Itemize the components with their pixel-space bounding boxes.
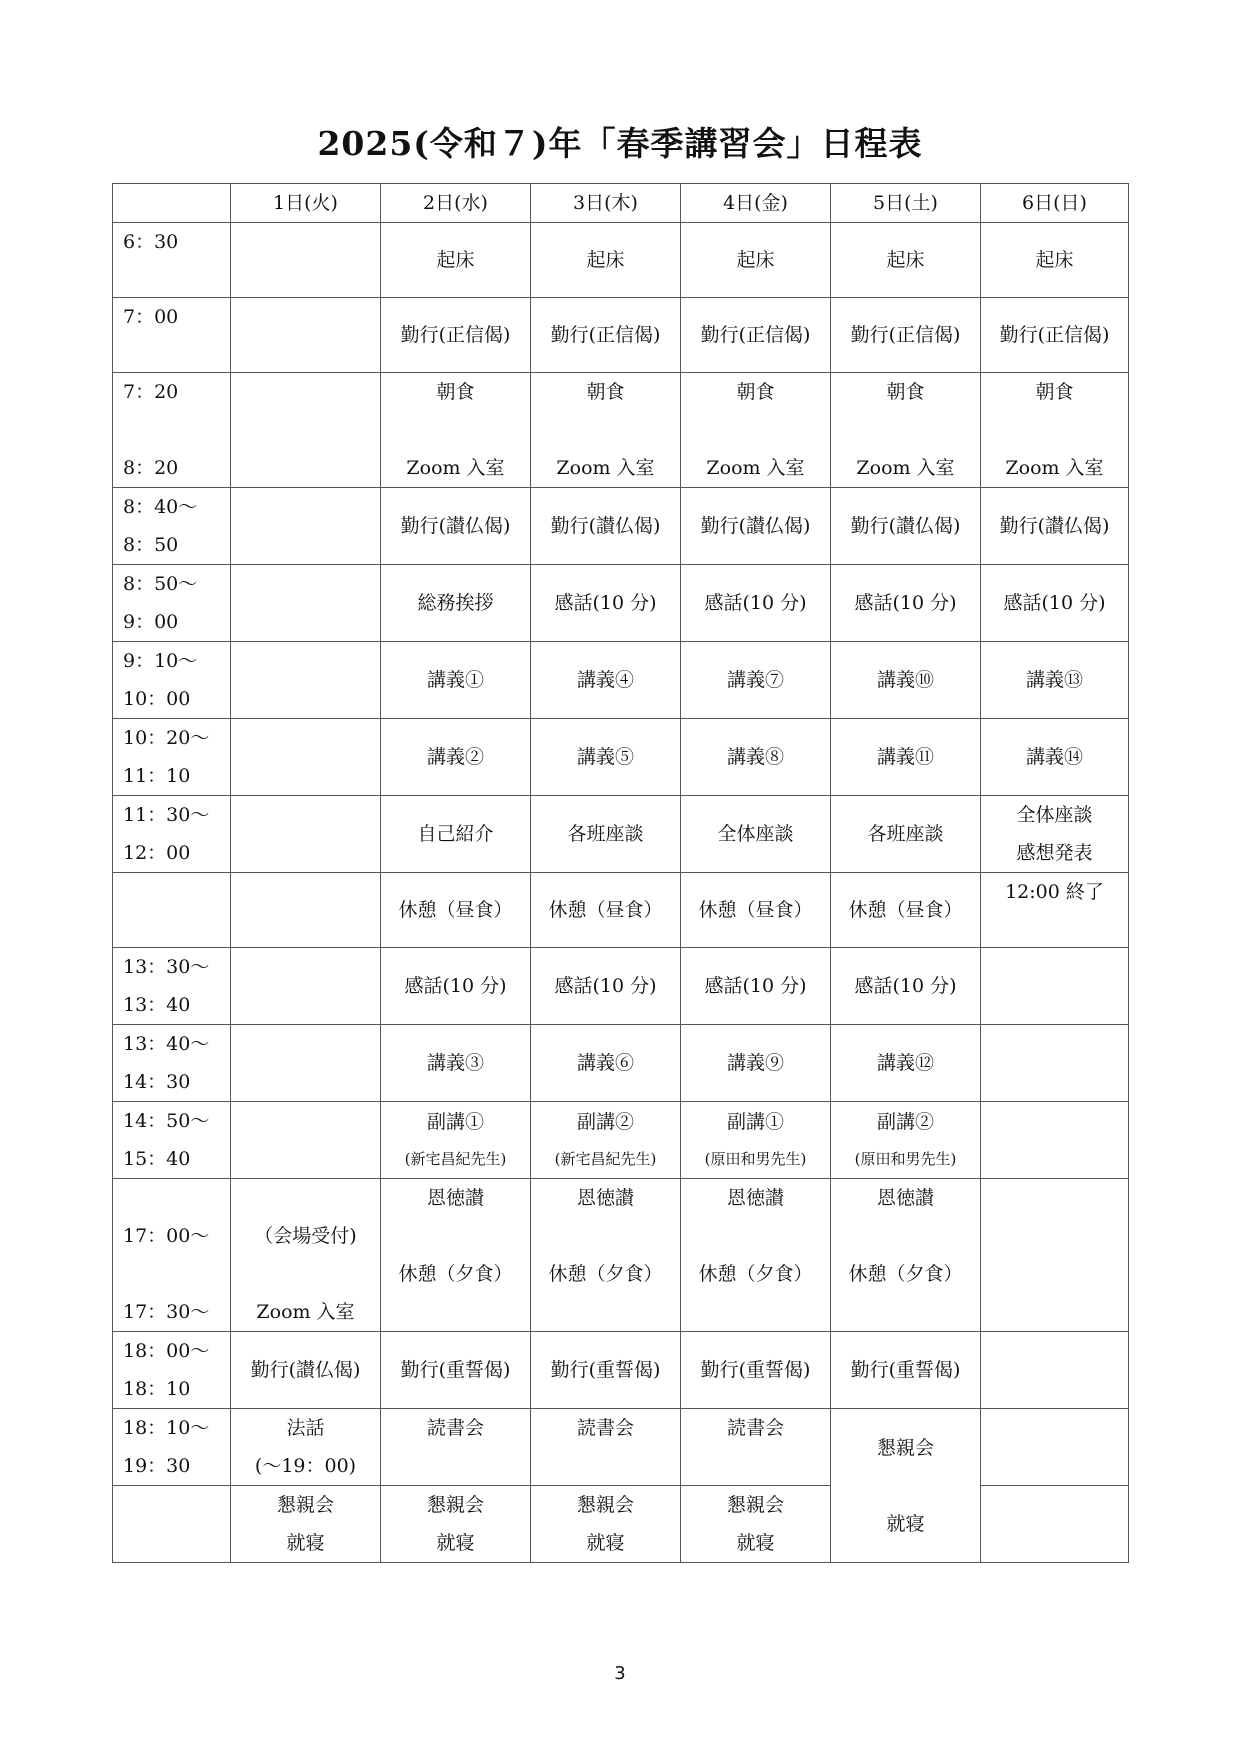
schedule-cell xyxy=(231,223,381,298)
schedule-cell: 休憩（昼食） xyxy=(381,873,531,948)
schedule-cell xyxy=(981,1179,1129,1332)
time-start: 17：00～ xyxy=(123,1225,210,1247)
schedule-cell xyxy=(531,1102,681,1179)
cell-line: 副講② xyxy=(876,1111,934,1133)
schedule-cell xyxy=(381,1179,531,1332)
cell-line: 就寝 xyxy=(286,1532,325,1554)
schedule-cell: 勤行(正信偈) xyxy=(381,298,531,373)
time-start: 8：50～ xyxy=(123,573,198,595)
table-row xyxy=(113,223,1129,298)
time-start: 14：50～ xyxy=(123,1110,210,1132)
page-number: 3 xyxy=(614,1663,626,1684)
schedule-cell xyxy=(231,1102,381,1179)
schedule-cell: 講義⑨ xyxy=(681,1025,831,1102)
cell-line: 朝食 xyxy=(436,381,475,403)
table-row xyxy=(113,488,1129,565)
table-row xyxy=(113,1179,1129,1332)
schedule-cell xyxy=(981,1332,1129,1409)
schedule-cell xyxy=(981,373,1129,488)
lecturer-name: (原田和男先生) xyxy=(854,1150,957,1168)
cell-line: 休憩（夕食） xyxy=(848,1263,963,1285)
cell-line: Zoom 入室 xyxy=(256,1301,355,1323)
cell-line: 休憩（夕食） xyxy=(548,1263,663,1285)
cell-line: 懇親会 xyxy=(576,1494,634,1516)
schedule-cell: 勤行(重誓偈) xyxy=(531,1332,681,1409)
time-end: 8：20 xyxy=(123,457,179,479)
cell-line: 就寝 xyxy=(586,1532,625,1554)
cell-line: 就寝 xyxy=(436,1532,475,1554)
cell-line: 恩徳讃 xyxy=(876,1187,934,1209)
cell-line: Zoom 入室 xyxy=(556,457,655,479)
schedule-cell: 勤行(讃仏偈) xyxy=(681,488,831,565)
table-row xyxy=(113,1332,1129,1409)
header-day-5: 5日(土) xyxy=(831,184,981,223)
cell-line: 就寝 xyxy=(886,1512,925,1535)
time-cell xyxy=(113,1409,231,1486)
time-end: 9：00 xyxy=(123,611,179,633)
schedule-cell: 12:00 終了 xyxy=(981,873,1129,948)
schedule-cell: 勤行(讃仏偈) xyxy=(531,488,681,565)
schedule-cell xyxy=(831,1179,981,1332)
cell-line: 就寝 xyxy=(736,1532,775,1554)
cell-line: 朝食 xyxy=(886,381,925,403)
schedule-cell xyxy=(981,1102,1129,1179)
schedule-cell xyxy=(681,1102,831,1179)
schedule-cell: 講義⑫ xyxy=(831,1025,981,1102)
schedule-cell xyxy=(681,373,831,488)
cell-line: 読書会 xyxy=(726,1417,784,1439)
schedule-cell xyxy=(981,796,1129,873)
cell-line: 懇親会 xyxy=(726,1494,784,1516)
lecturer-name: (原田和男先生) xyxy=(704,1150,807,1168)
schedule-cell xyxy=(231,873,381,948)
schedule-cell: 感話(10 分) xyxy=(531,565,681,642)
time-start: 13：30～ xyxy=(123,956,210,978)
time-start: 8：40～ xyxy=(123,496,198,518)
schedule-cell: 勤行(讃仏偈) xyxy=(831,488,981,565)
schedule-cell: 講義⑬ xyxy=(981,642,1129,719)
cell-line: （会場受付) xyxy=(254,1225,357,1247)
schedule-cell: 総務挨拶 xyxy=(381,565,531,642)
schedule-cell: 休憩（昼食） xyxy=(681,873,831,948)
schedule-cell: 勤行(正信偈) xyxy=(531,298,681,373)
schedule-cell xyxy=(231,1179,381,1332)
schedule-cell xyxy=(231,565,381,642)
cell-line: 朝食 xyxy=(586,381,625,403)
schedule-cell: 感話(10 分) xyxy=(681,565,831,642)
schedule-cell: 全体座談 xyxy=(681,796,831,873)
table-row xyxy=(113,373,1129,488)
schedule-cell xyxy=(231,796,381,873)
schedule-cell xyxy=(981,1025,1129,1102)
page-title: 2025(令和７)年「春季講習会」日程表 xyxy=(317,124,923,163)
cell-line: 懇親会 xyxy=(876,1436,934,1459)
schedule-cell: 講義② xyxy=(381,719,531,796)
time-cell xyxy=(113,948,231,1025)
schedule-cell: 勤行(正信偈) xyxy=(981,298,1129,373)
schedule-cell: 勤行(重誓偈) xyxy=(681,1332,831,1409)
schedule-cell xyxy=(381,1486,531,1563)
time-start: 18：10～ xyxy=(123,1417,210,1439)
time-cell xyxy=(113,1025,231,1102)
table-row xyxy=(113,1025,1129,1102)
schedule-cell xyxy=(381,1409,531,1486)
cell-line: 読書会 xyxy=(576,1417,634,1439)
schedule-cell: 勤行(讃仏偈) xyxy=(381,488,531,565)
time-end: 8：50 xyxy=(123,534,179,556)
time-end: 11：10 xyxy=(123,765,191,787)
table-row xyxy=(113,796,1129,873)
schedule-cell: 講義④ xyxy=(531,642,681,719)
cell-line: 恩徳讃 xyxy=(426,1187,484,1209)
schedule-cell: 感話(10 分) xyxy=(681,948,831,1025)
cell-line: 恩徳讃 xyxy=(726,1187,784,1209)
schedule-cell xyxy=(381,373,531,488)
schedule-cell xyxy=(231,488,381,565)
cell-line: 休憩（夕食） xyxy=(398,1263,513,1285)
schedule-cell: 勤行(正信偈) xyxy=(681,298,831,373)
schedule-cell xyxy=(981,1486,1129,1563)
schedule-cell xyxy=(831,1102,981,1179)
time-end: 13：40 xyxy=(123,994,191,1016)
schedule-cell: 講義⑥ xyxy=(531,1025,681,1102)
table-row xyxy=(113,298,1129,373)
cell-line: 副講① xyxy=(426,1111,484,1133)
schedule-cell xyxy=(381,1102,531,1179)
cell-line: 全体座談 xyxy=(1016,804,1093,826)
schedule-cell: 講義⑧ xyxy=(681,719,831,796)
time-cell xyxy=(113,1179,231,1332)
cell-line: 法話 xyxy=(286,1417,325,1439)
schedule-cell: 感話(10 分) xyxy=(381,948,531,1025)
schedule-cell xyxy=(231,1025,381,1102)
time-end: 17：30～ xyxy=(123,1301,210,1323)
header-day-2: 2日(水) xyxy=(381,184,531,223)
schedule-cell: 講義⑪ xyxy=(831,719,981,796)
cell-line: 副講① xyxy=(726,1111,784,1133)
schedule-cell: 休憩（昼食） xyxy=(831,873,981,948)
schedule-cell: 講義⑩ xyxy=(831,642,981,719)
schedule-cell: 講義⑤ xyxy=(531,719,681,796)
time-cell xyxy=(113,1486,231,1563)
schedule-cell: 起床 xyxy=(681,223,831,298)
schedule-cell: 勤行(讃仏偈) xyxy=(981,488,1129,565)
schedule-cell: 感話(10 分) xyxy=(531,948,681,1025)
schedule-cell xyxy=(681,1409,831,1486)
time-start: 13：40～ xyxy=(123,1033,210,1055)
schedule-cell: 休憩（昼食） xyxy=(531,873,681,948)
schedule-cell xyxy=(831,373,981,488)
time-start: 7：20 xyxy=(123,381,179,403)
schedule-cell xyxy=(231,719,381,796)
time-start: 9：10～ xyxy=(123,650,198,672)
header-day-1: 1日(火) xyxy=(231,184,381,223)
time-cell xyxy=(113,488,231,565)
schedule-cell: 勤行(重誓偈) xyxy=(381,1332,531,1409)
header-day-3: 3日(木) xyxy=(531,184,681,223)
time-cell: 6：30 xyxy=(113,223,231,298)
schedule-cell xyxy=(531,1486,681,1563)
schedule-cell: 勤行(重誓偈) xyxy=(831,1332,981,1409)
schedule-cell: 起床 xyxy=(831,223,981,298)
schedule-cell xyxy=(531,373,681,488)
table-row xyxy=(113,873,1129,948)
schedule-cell: 自己紹介 xyxy=(381,796,531,873)
table-row xyxy=(113,565,1129,642)
schedule-cell: 勤行(正信偈) xyxy=(831,298,981,373)
cell-line: (～19：00) xyxy=(254,1455,357,1477)
schedule-cell xyxy=(231,1409,381,1486)
time-start: 18：00～ xyxy=(123,1340,210,1362)
time-start: 10：20～ xyxy=(123,727,210,749)
lecturer-name: (新宅昌紀先生) xyxy=(404,1150,507,1168)
lecturer-name: (新宅昌紀先生) xyxy=(554,1150,657,1168)
cell-line: 朝食 xyxy=(736,381,775,403)
schedule-cell: 勤行(讃仏偈) xyxy=(231,1332,381,1409)
cell-line: Zoom 入室 xyxy=(406,457,505,479)
schedule-cell xyxy=(231,948,381,1025)
schedule-cell: 講義① xyxy=(381,642,531,719)
schedule-cell: 各班座談 xyxy=(831,796,981,873)
time-cell xyxy=(113,796,231,873)
time-end: 12：00 xyxy=(123,842,191,864)
schedule-cell xyxy=(531,1409,681,1486)
time-end: 14：30 xyxy=(123,1071,191,1093)
schedule-cell xyxy=(231,373,381,488)
time-cell xyxy=(113,719,231,796)
time-cell: 7：00 xyxy=(113,298,231,373)
table-row xyxy=(113,642,1129,719)
header-day-4: 4日(金) xyxy=(681,184,831,223)
schedule-cell: 感話(10 分) xyxy=(981,565,1129,642)
cell-line: Zoom 入室 xyxy=(706,457,805,479)
table-row xyxy=(113,1409,1129,1486)
schedule-cell xyxy=(681,1486,831,1563)
header-row xyxy=(113,184,1129,223)
schedule-cell xyxy=(981,948,1129,1025)
schedule-cell xyxy=(681,1179,831,1332)
header-time-cell xyxy=(113,184,231,223)
time-cell xyxy=(113,565,231,642)
schedule-cell xyxy=(531,1179,681,1332)
schedule-cell: 感話(10 分) xyxy=(831,565,981,642)
schedule-cell: 感話(10 分) xyxy=(831,948,981,1025)
schedule-cell xyxy=(231,642,381,719)
cell-line: 休憩（夕食） xyxy=(698,1263,813,1285)
time-start: 11：30～ xyxy=(123,804,210,826)
cell-line: 読書会 xyxy=(426,1417,484,1439)
schedule-cell: 各班座談 xyxy=(531,796,681,873)
schedule-cell xyxy=(231,298,381,373)
cell-line: Zoom 入室 xyxy=(1005,457,1104,479)
table-row xyxy=(113,1102,1129,1179)
time-end: 10：00 xyxy=(123,688,191,710)
schedule-cell xyxy=(231,1486,381,1563)
table-row xyxy=(113,948,1129,1025)
cell-line: 感想発表 xyxy=(1016,842,1093,864)
time-cell xyxy=(113,873,231,948)
schedule-cell: 講義⑭ xyxy=(981,719,1129,796)
table-row xyxy=(113,719,1129,796)
time-end: 18：10 xyxy=(123,1378,191,1400)
time-cell xyxy=(113,1102,231,1179)
cell-line: Zoom 入室 xyxy=(856,457,955,479)
schedule-cell: 起床 xyxy=(531,223,681,298)
schedule-cell: 講義③ xyxy=(381,1025,531,1102)
schedule-cell: 起床 xyxy=(381,223,531,298)
cell-line: 朝食 xyxy=(1035,381,1074,403)
schedule-cell xyxy=(981,1409,1129,1486)
cell-line: 懇親会 xyxy=(426,1494,484,1516)
cell-line: 恩徳讃 xyxy=(576,1187,634,1209)
header-day-6: 6日(日) xyxy=(981,184,1129,223)
schedule-cell: 起床 xyxy=(981,223,1129,298)
cell-line: 副講② xyxy=(576,1111,634,1133)
time-end: 19：30 xyxy=(123,1455,191,1477)
time-cell xyxy=(113,642,231,719)
time-cell xyxy=(113,373,231,488)
time-cell xyxy=(113,1332,231,1409)
schedule-cell xyxy=(831,1409,981,1563)
cell-line: 懇親会 xyxy=(276,1494,334,1516)
schedule-table xyxy=(112,183,1129,1563)
schedule-cell: 講義⑦ xyxy=(681,642,831,719)
time-end: 15：40 xyxy=(123,1148,191,1170)
